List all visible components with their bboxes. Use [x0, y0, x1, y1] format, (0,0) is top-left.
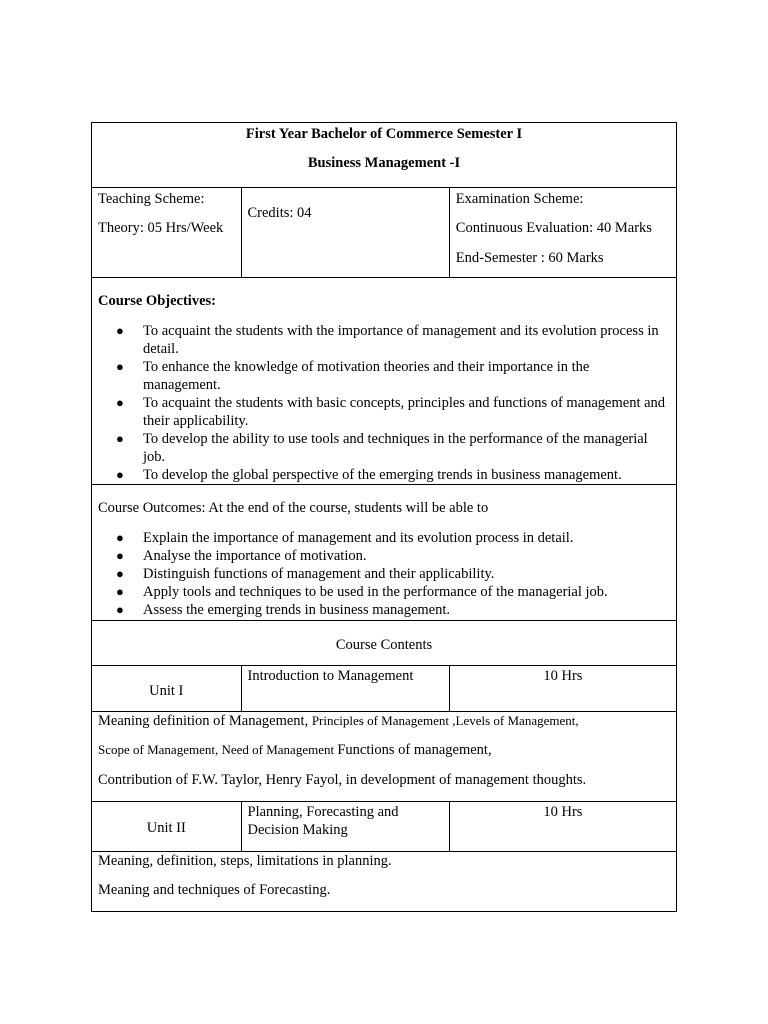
- table-header: [91, 122, 677, 188]
- unit-1-hours-cell: [450, 666, 676, 711]
- theory-hours: Theory: 05 Hrs/Week: [98, 220, 224, 236]
- unit-2-line-1: Meaning, definition, steps, limitations in planning.: [98, 853, 392, 869]
- unit-2-label: Unit II: [146, 820, 186, 836]
- course-contents-heading-row: [91, 621, 677, 666]
- examination-scheme-cell: [450, 188, 676, 277]
- unit-1-title: Introduction to Management: [247, 668, 414, 684]
- unit-1-title-cell: [242, 666, 450, 711]
- objectives-heading: Course Objectives:: [98, 293, 216, 309]
- unit-2-title-line-2: Decision Making: [247, 822, 348, 838]
- list-item: ● To develop the ability to use tools and techniques in the performance of the managerial job.: [116, 430, 670, 466]
- unit-1-header-row: [91, 666, 677, 712]
- program-title: First Year Bachelor of Commerce Semester I: [245, 126, 523, 142]
- list-item: ● Assess the emerging trends in business management.: [116, 601, 670, 619]
- unit-1-line-1: [98, 712, 670, 730]
- outcomes-heading: Course Outcomes: At the end of the course, students will be able to: [98, 500, 489, 516]
- course-outcomes: [91, 485, 677, 621]
- unit-1-label-cell: [92, 666, 242, 711]
- unit-1-line-2b: Functions of management,: [337, 742, 492, 758]
- unit-2-label-cell: [92, 802, 242, 851]
- list-item: ● To develop the global perspective of the emerging trends in business management.: [116, 466, 670, 484]
- outcomes-list: [92, 529, 676, 619]
- continuous-evaluation: Continuous Evaluation: 40 Marks: [455, 220, 652, 236]
- list-item: ● Explain the importance of management and its evolution process in detail.: [116, 529, 670, 547]
- list-item: ● To acquaint the students with basic concepts, principles and functions of management and their applicability.: [116, 394, 670, 430]
- examination-scheme-label: Examination Scheme:: [455, 191, 584, 207]
- scheme-row: [91, 188, 677, 278]
- list-item: ● To acquaint the students with the importance of management and its evolution process in detail.: [116, 322, 670, 358]
- list-item: ● To enhance the knowledge of motivation theories and their importance in the management.: [116, 358, 670, 394]
- unit-2-header-row: [91, 802, 677, 852]
- unit-1-line-3: Contribution of F.W. Taylor, Henry Fayol, in development of management thoughts.: [98, 772, 587, 788]
- unit-2-line-2: Meaning and techniques of Forecasting.: [98, 882, 331, 898]
- unit-1-line-2a: Scope of Management, Need of Management: [98, 742, 338, 757]
- teaching-scheme-cell: [92, 188, 242, 277]
- unit-1-line-1a: Meaning definition of Management,: [98, 713, 312, 729]
- course-contents-heading: Course Contents: [335, 637, 433, 653]
- objectives-list: [92, 322, 676, 484]
- credits-cell: [242, 188, 450, 277]
- end-semester-marks: End-Semester : 60 Marks: [455, 250, 604, 266]
- unit-2-hours-cell: [450, 802, 676, 851]
- list-item: ● Distinguish functions of management and their applicability.: [116, 565, 670, 583]
- list-item: ● Analyse the importance of motivation.: [116, 547, 670, 565]
- subject-title: Business Management -I: [307, 155, 461, 171]
- unit-1-hours: 10 Hrs: [543, 668, 583, 684]
- unit-1-label: Unit I: [149, 683, 184, 699]
- unit-1-content: [91, 712, 677, 802]
- unit-2-hours: 10 Hrs: [543, 804, 583, 820]
- list-item: ● Apply tools and techniques to be used in the performance of the managerial job.: [116, 583, 670, 601]
- course-objectives: [91, 278, 677, 485]
- syllabus-table: [91, 122, 677, 912]
- unit-1-line-2: [98, 741, 670, 759]
- teaching-scheme-label: Teaching Scheme:: [98, 191, 205, 207]
- unit-2-content: [91, 852, 677, 912]
- unit-2-title-line-1: Planning, Forecasting and: [247, 804, 399, 820]
- unit-1-line-1b: Principles of Management ,Levels of Management,: [311, 713, 579, 728]
- unit-2-title-cell: [242, 802, 450, 851]
- credits: Credits: 04: [247, 205, 312, 221]
